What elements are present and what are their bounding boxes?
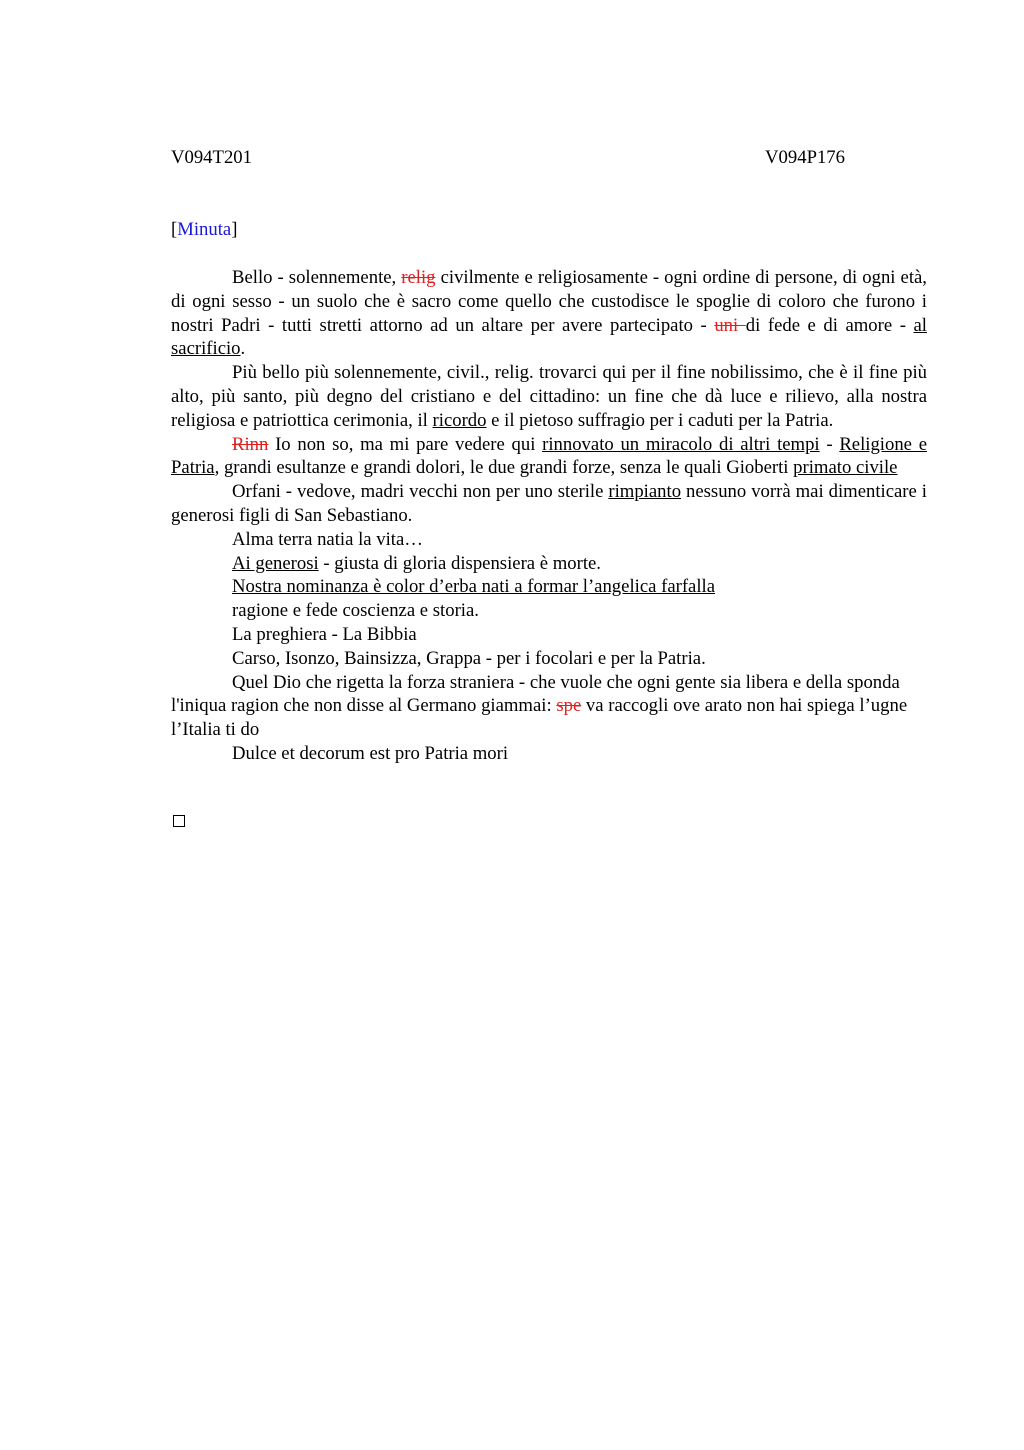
text-span: - giusta di gloria dispensiera è morte.: [318, 552, 601, 574]
deleted-word: spe: [556, 695, 582, 717]
text-span: -: [819, 433, 840, 455]
text-span: va raccogli ove arato non hai spiega l’ugne l’Italia ti do: [171, 695, 908, 741]
text-span: civilmente e religiosamente - ogni ordine di persone, di ogni età, di ogni sesso - un suolo che è sacro come quello che custodisce le spoglie di coloro che furono i nostri Padri - tutti stretti attorno ad un altare per avere partecipato -: [171, 267, 927, 336]
underlined-phrase: Religione e Patria: [171, 433, 927, 479]
text-span: Quel Dio che rigetta la forza straniera - che vuole che ogni gente sia libera e della sponda l'iniqua ragion che non disse al Germano giammai:: [171, 671, 900, 717]
underlined-phrase: rinnovato: [542, 433, 621, 455]
paragraph-10: [171, 647, 927, 671]
underlined-phrase: un miracolo: [620, 433, 719, 455]
paragraph-2: [171, 361, 927, 432]
label-open-bracket: [: [171, 219, 178, 240]
document-code-right: V094P176: [765, 147, 845, 168]
underlined-phrase: al sacrificio: [171, 314, 927, 360]
paragraph-8: [171, 599, 927, 623]
paragraph-12: [171, 742, 927, 766]
text-span: Bello - solennemente,: [232, 267, 402, 288]
document-header: [171, 146, 845, 170]
section-label: [171, 218, 237, 242]
minuta-label: Minuta: [177, 219, 232, 240]
paragraph-11: [171, 671, 927, 742]
text-span: ragione e fede coscienza e storia.: [232, 600, 479, 622]
text-span: Orfani - vedove, madri vecchi non per uno sterile: [232, 481, 609, 503]
text-span: La preghiera - La Bibbia: [232, 623, 417, 645]
underlined-phrase: di altri tempi: [719, 433, 820, 455]
text-span: Io non so, ma mi pare vedere qui: [268, 433, 543, 455]
paragraph-1: [171, 266, 927, 361]
text-span: , grandi esultanze e grandi dolori, le due grandi forze, senza le quali Gioberti: [214, 457, 794, 479]
paragraph-3: [171, 433, 927, 481]
deleted-word: uni: [714, 314, 746, 336]
underlined-phrase: ricordo: [432, 409, 487, 431]
underlined-phrase: Ai generosi: [232, 552, 319, 574]
empty-square-icon: [173, 815, 185, 827]
label-close-bracket: ]: [231, 219, 238, 240]
deleted-word: Rinn: [232, 433, 269, 455]
underlined-phrase: primato civile: [793, 457, 898, 479]
paragraph-4: [171, 480, 927, 528]
paragraph-6: [171, 552, 927, 576]
paragraph-7: [171, 575, 927, 599]
document-code-left: V094T201: [171, 147, 252, 168]
text-span: Più bello più solennemente, civil., relig. trovarci qui per il fine nobilissimo, che è il fine più alto, più santo, più degno del cristiano e del cittadino: un fine che dà luce e rilievo, alla nostra religiosa e patriottica cerimonia, il: [171, 362, 927, 431]
paragraph-9: [171, 623, 927, 647]
paragraph-5: [171, 528, 927, 552]
text-span: Alma terra natia la vita…: [232, 528, 423, 550]
text-span: Dulce et decorum est pro Patria mori: [232, 742, 509, 764]
text-span: e il pietoso suffragio per i caduti per la Patria.: [486, 409, 834, 431]
text-span: nessuno vorrà mai dimenticare i generosi figli di San Sebastiano.: [171, 481, 927, 526]
text-span: di fede e di amore -: [745, 314, 914, 336]
text-span: Carso, Isonzo, Bainsizza, Grappa - per i focolari e per la Patria.: [232, 647, 706, 669]
underlined-phrase: Nostra nominanza è color d’erba nati a formar l’angelica farfalla: [232, 576, 716, 598]
deleted-word: relig: [401, 267, 436, 288]
text-span: .: [240, 338, 246, 360]
document-body: [171, 266, 927, 766]
underlined-phrase: rimpianto: [608, 481, 682, 503]
